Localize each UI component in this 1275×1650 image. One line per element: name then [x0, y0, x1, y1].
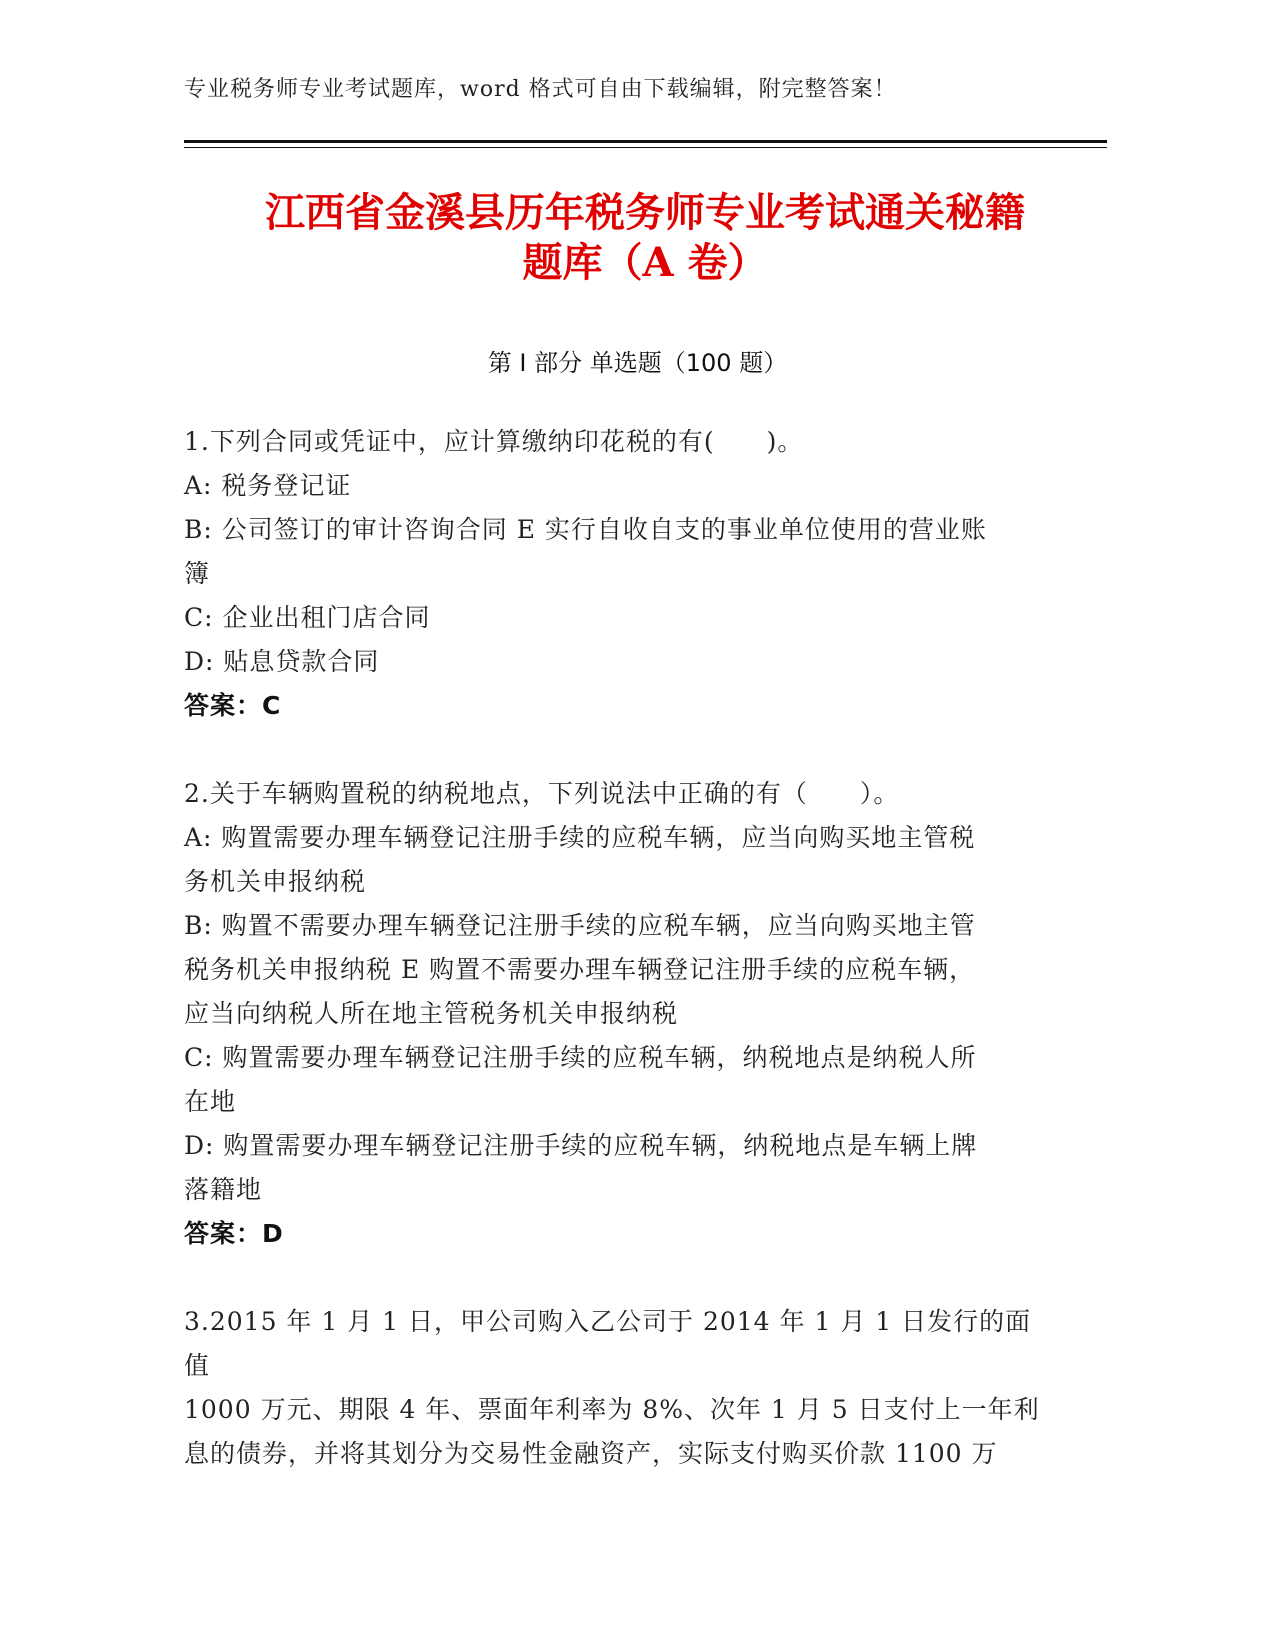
question-spacer: [184, 1256, 1044, 1300]
option-d-continued: 落籍地: [184, 1175, 263, 1204]
option-c: C: 企业出租门店合同: [184, 603, 431, 632]
header-rule-thin: [184, 147, 1107, 148]
option-b: B: 购置不需要办理车辆登记注册手续的应税车辆，应当向购买地主管: [184, 911, 976, 940]
question-1: [184, 420, 1044, 728]
option-b-continued: 应当向纳税人所在地主管税务机关申报纳税: [184, 999, 679, 1028]
option-a: A: 购置需要办理车辆登记注册手续的应税车辆，应当向购买地主管税: [184, 823, 976, 852]
question-stem: 2.关于车辆购置税的纳税地点，下列说法中正确的有（ ）。: [184, 779, 900, 808]
option-a-continued: 务机关申报纳税: [184, 867, 367, 896]
question-2: [184, 772, 1044, 1256]
question-stem-continued: 1000 万元、期限 4 年、票面年利率为 8%、次年 1 月 5 日支付上一年利: [184, 1395, 1040, 1424]
header-rule-thick: [184, 140, 1107, 143]
option-d: D: 贴息贷款合同: [184, 647, 380, 676]
question-list: [184, 420, 1044, 1476]
document-title-line1: 江西省金溪县历年税务师专业考试通关秘籍: [265, 189, 1025, 236]
header-note: 专业税务师专业考试题库，word 格式可自由下载编辑，附完整答案！: [184, 77, 897, 102]
question-stem: 3.2015 年 1 月 1 日，甲公司购入乙公司于 2014 年 1 月 1 日发行的面值: [184, 1307, 1032, 1380]
question-stem-continued: 息的债券，并将其划分为交易性金融资产，实际支付购买价款 1100 万: [184, 1439, 998, 1468]
option-b-continued: 簿: [184, 559, 211, 588]
document-title-line2: 题库（A 卷）: [522, 239, 768, 286]
option-b: B: 公司签订的审计咨询合同 E 实行自收自支的事业单位使用的营业账: [184, 515, 987, 544]
question-3: [184, 1300, 1044, 1476]
option-c: C: 购置需要办理车辆登记注册手续的应税车辆，纳税地点是纳税人所: [184, 1043, 977, 1072]
question-stem: 1.下列合同或凭证中，应计算缴纳印花税的有( )。: [184, 427, 804, 456]
answer: 答案：D: [184, 1219, 284, 1248]
option-c-continued: 在地: [184, 1087, 237, 1116]
question-spacer: [184, 728, 1044, 772]
option-d: D: 购置需要办理车辆登记注册手续的应税车辆，纳税地点是车辆上牌: [184, 1131, 978, 1160]
option-b-continued: 税务机关申报纳税 E 购置不需要办理车辆登记注册手续的应税车辆，: [184, 955, 976, 984]
answer: 答案：C: [184, 691, 282, 720]
option-a: A: 税务登记证: [184, 471, 352, 500]
section-title: 第 I 部分 单选题（100 题）: [487, 349, 788, 377]
document-title: [150, 188, 1140, 288]
